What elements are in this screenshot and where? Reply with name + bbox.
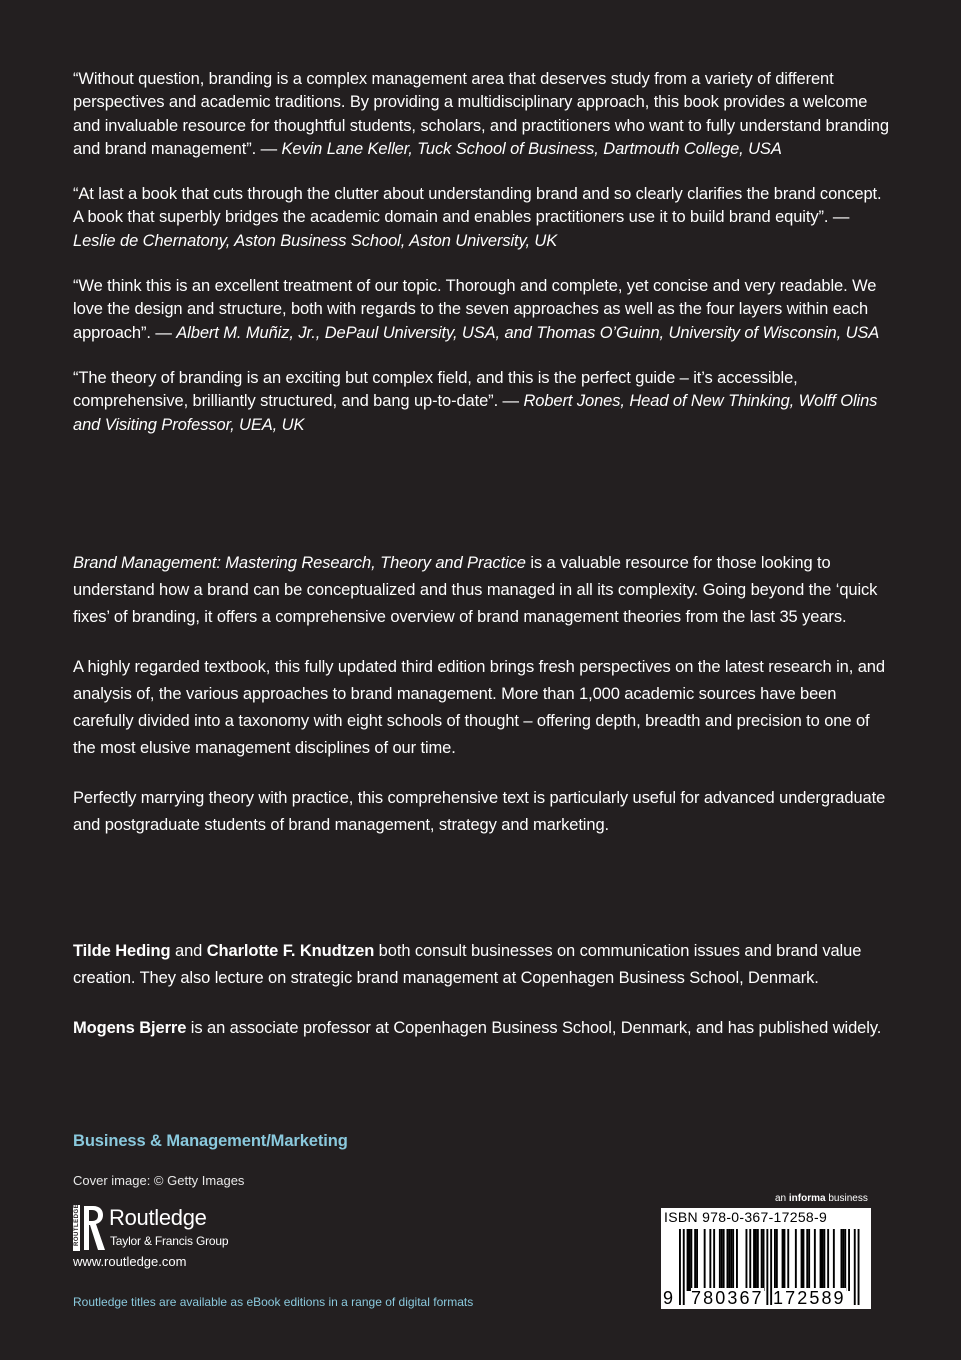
barcode-bar bbox=[746, 1229, 748, 1291]
quote-attribution: Robert Jones, Head of New Thinking, Wolff Olins and Visiting Professor, UEA, UK bbox=[73, 392, 878, 434]
publisher-name: Routledge bbox=[109, 1205, 207, 1230]
barcode-bar bbox=[858, 1229, 860, 1305]
barcode-bar bbox=[854, 1229, 856, 1305]
description-paragraph bbox=[73, 550, 893, 631]
isbn-label: ISBN 978-0-367-17258-9 bbox=[664, 1209, 828, 1225]
book-title: Brand Management: Mastering Research, Theory and Practice bbox=[73, 554, 526, 572]
barcode-bar bbox=[713, 1229, 715, 1291]
description-paragraph: Perfectly marrying theory with practice, this comprehensive text is particularly useful for advanced undergraduate and postgraduate students of brand management, strategy and marketing. bbox=[73, 789, 886, 834]
quote-text: “We think this is an excellent treatment of our topic. Thorough and complete, yet concise and very readable. We love the design and structure, both with regards to the seven approaches as well as the four layers within each approach”. — bbox=[73, 277, 877, 342]
barcode-bar bbox=[679, 1229, 681, 1305]
barcode-bar bbox=[730, 1229, 732, 1291]
barcode-bar bbox=[690, 1229, 692, 1291]
barcode-bar bbox=[776, 1229, 778, 1291]
book-description bbox=[73, 550, 893, 862]
cover-credit: Cover image: © Getty Images bbox=[73, 1173, 245, 1188]
barcode-bar bbox=[761, 1229, 763, 1291]
barcode-bar bbox=[723, 1229, 725, 1291]
barcode-bar bbox=[787, 1229, 789, 1291]
bio-text: is an associate professor at Copenhagen Business School, Denmark, and has published widely. bbox=[186, 1019, 882, 1037]
barcode-bar bbox=[803, 1229, 805, 1291]
barcode-bar bbox=[683, 1229, 685, 1305]
ebook-note: Routledge titles are available as eBook editions in a range of digital formats bbox=[73, 1295, 474, 1309]
barcode-bar bbox=[732, 1229, 734, 1291]
informa-suffix: business bbox=[825, 1193, 868, 1204]
quote-attribution: Kevin Lane Keller, Tuck School of Business, Dartmouth College, USA bbox=[281, 139, 782, 158]
quote-text: “At last a book that cuts through the clutter about understanding brand and so clearly clarifies the brand concept. A book that superbly bridges the academic domain and enables practitioners use it to build brand equity”. — bbox=[73, 185, 882, 227]
barcode-bar bbox=[795, 1229, 797, 1291]
description-text: is a valuable resource for those looking to understand how a brand can be conceptualized and thus managed in all its complexity. Going beyond the ‘quick fixes’ of branding, it offers a comprehensive overview of brand management theories from the last 35 years. bbox=[73, 554, 878, 626]
quote-text: “Without question, branding is a complex management area that deserves study from a variety of different perspectives and academic traditions. By providing a multidisciplinary approach, this book provides a welcome and invaluable resource for thoughtful students, scholars, and practitioners who want to fully understand branding and brand management”. — bbox=[73, 70, 889, 158]
barcode-bar bbox=[766, 1229, 768, 1305]
description-paragraph: A highly regarded textbook, this fully updated third edition brings fresh perspectives on the latest research in, and analysis of, the various approaches to brand management. More than 1,000 academic sources have been carefully divided into a taxonomy with eight schools of thought – offering depth, breadth and precision to one of the most elusive management disciplines of our time. bbox=[73, 658, 885, 757]
barcode-bar bbox=[770, 1229, 772, 1305]
barcode-bar bbox=[687, 1229, 689, 1291]
barcode-bar bbox=[844, 1229, 846, 1291]
barcode-bar bbox=[841, 1229, 843, 1291]
author-name: Tilde Heding bbox=[73, 942, 171, 960]
quote-attribution: Leslie de Chernatony, Aston Business School, Aston University, UK bbox=[73, 231, 558, 250]
endorsement-quote bbox=[73, 367, 893, 437]
informa-brand: informa bbox=[788, 1193, 826, 1204]
barcode-bar bbox=[727, 1229, 729, 1291]
publisher-website: www.routledge.com bbox=[73, 1254, 187, 1269]
endorsement-quote bbox=[73, 275, 893, 345]
barcode-bar bbox=[808, 1229, 810, 1291]
quote-text: “The theory of branding is an exciting but complex field, and this is the perfect guide – it’s accessible, comprehensive, brilliantly structured, and bang up-to-date”. — bbox=[73, 368, 798, 411]
barcode-bar bbox=[814, 1229, 816, 1291]
conjunction: and bbox=[170, 942, 207, 960]
barcode-bar bbox=[833, 1229, 835, 1291]
author-bios bbox=[73, 938, 893, 1065]
author-name: Mogens Bjerre bbox=[73, 1019, 187, 1037]
barcode-bar bbox=[774, 1229, 776, 1291]
isbn-barcode bbox=[661, 1208, 871, 1309]
barcode-bar bbox=[822, 1229, 824, 1291]
barcode-first-digit: 9 bbox=[663, 1288, 676, 1308]
barcode-bar bbox=[784, 1229, 786, 1291]
endorsement-quote bbox=[73, 183, 893, 253]
barcode-bar bbox=[801, 1229, 803, 1291]
publisher-vertical-text: ROUTLEDGE bbox=[74, 1203, 80, 1246]
quote-attribution: Albert M. Muñiz, Jr., DePaul University, USA, and Thomas O’Guinn, University of Wisconsin, USA bbox=[176, 323, 880, 342]
barcode-bar bbox=[806, 1229, 808, 1291]
author-bio bbox=[73, 938, 893, 992]
barcode-digit-group: 172589 bbox=[773, 1288, 846, 1308]
author-bio bbox=[73, 1015, 893, 1042]
barcode-bar bbox=[827, 1229, 829, 1291]
barcode-bar bbox=[820, 1229, 822, 1291]
barcode-bar bbox=[696, 1229, 698, 1291]
barcode-bar bbox=[763, 1229, 765, 1291]
informa-tagline bbox=[775, 1193, 868, 1204]
informa-prefix: an bbox=[775, 1193, 789, 1204]
barcode-bar bbox=[782, 1229, 784, 1291]
routledge-logo bbox=[73, 1205, 293, 1251]
publisher-group: Taylor & Francis Group bbox=[110, 1234, 229, 1248]
barcode-bar bbox=[728, 1229, 730, 1291]
bio-text: both consult businesses on communication issues and brand value creation. They also lecture on strategic brand management at Copenhagen Business School, Denmark. bbox=[73, 942, 862, 987]
barcode-bar bbox=[721, 1229, 723, 1291]
barcode-bar bbox=[755, 1229, 757, 1291]
barcode-bar bbox=[848, 1229, 850, 1291]
barcode-bar bbox=[749, 1229, 751, 1291]
author-name: Charlotte F. Knudtzen bbox=[206, 942, 375, 960]
barcode-bar bbox=[709, 1229, 711, 1291]
endorsement-quote bbox=[73, 68, 893, 161]
barcode-bar bbox=[823, 1229, 825, 1291]
barcode-bar bbox=[757, 1229, 759, 1291]
barcode-bar bbox=[694, 1229, 696, 1291]
barcode-bar bbox=[719, 1229, 721, 1291]
barcode-bar bbox=[842, 1229, 844, 1291]
barcode-bar bbox=[704, 1229, 706, 1291]
barcode-bar bbox=[753, 1229, 755, 1291]
barcode-bar bbox=[689, 1229, 691, 1291]
subject-category: Business & Management/Marketing bbox=[73, 1132, 348, 1150]
barcode-bar bbox=[736, 1229, 738, 1291]
endorsements bbox=[73, 68, 893, 459]
barcode-digit-group: 780367 bbox=[691, 1288, 764, 1308]
